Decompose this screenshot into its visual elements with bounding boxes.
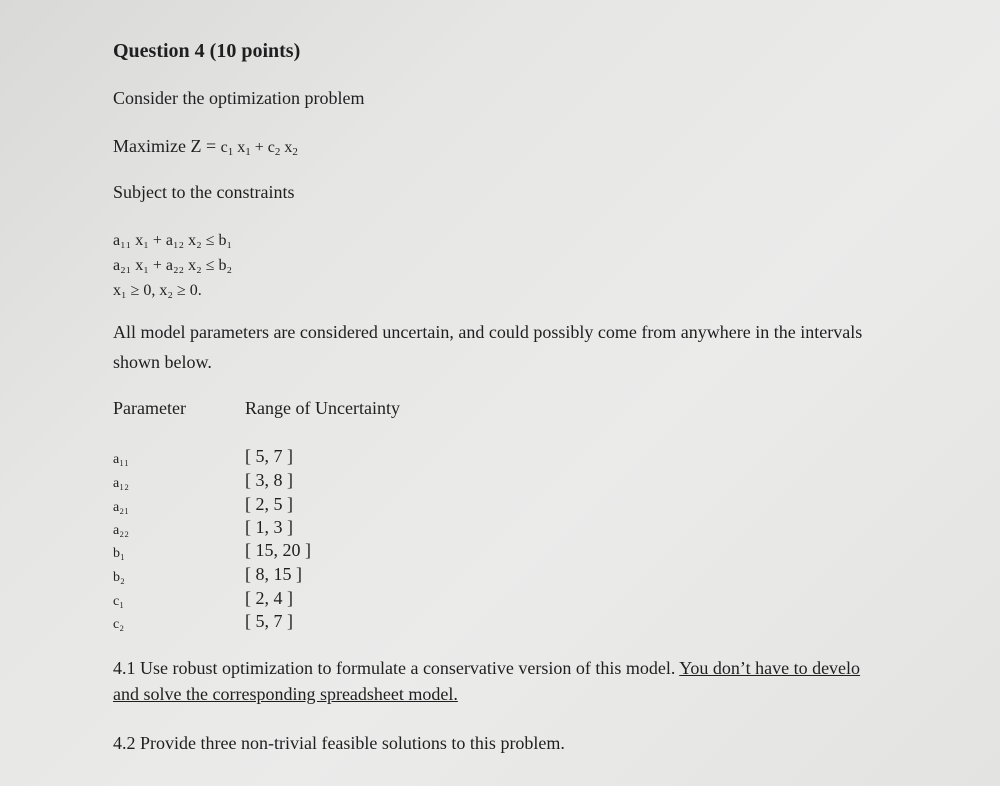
constraint-nonneg: x₁ ≥ 0, x₂ ≥ 0. xyxy=(113,282,202,299)
table-row-param: a₂₂ xyxy=(113,523,129,538)
table-row-param: a₂₁ xyxy=(113,500,129,515)
table-row-param: b₁ xyxy=(113,546,125,561)
table-row-range: [ 5, 7 ] xyxy=(245,446,293,466)
table-row-param: a₁₂ xyxy=(113,476,129,491)
table-row-range: [ 5, 7 ] xyxy=(245,611,293,631)
table-row-param: a₁₁ xyxy=(113,452,129,467)
table-row-param: b₂ xyxy=(113,570,125,585)
table-header-parameter: Parameter xyxy=(113,398,186,418)
objective-prefix: Maximize Z = xyxy=(113,136,221,156)
part-4-1-line2: and solve the corresponding spreadsheet model. xyxy=(113,684,458,704)
table-row-param: c₁ xyxy=(113,594,125,609)
question-title: Question 4 (10 points) xyxy=(113,40,301,62)
table-row-range: [ 2, 4 ] xyxy=(245,588,293,608)
objective-function xyxy=(113,136,298,158)
part-4-1-text-a: 4.1 Use robust optimization to formulate a conservative version of this model. xyxy=(113,658,680,678)
table-row-range: [ 8, 15 ] xyxy=(245,564,302,584)
subject-to-text: Subject to the constraints xyxy=(113,182,295,202)
constraint-2: a₂₁ x₁ + a₂₂ x₂ ≤ b₂ xyxy=(113,257,233,274)
table-row-range: [ 2, 5 ] xyxy=(245,494,293,514)
part-4-1-text-b: You don’t have to develo xyxy=(679,658,861,678)
objective-term: $c_1$ $x_1 + c_2$ $x_2$ xyxy=(220,139,298,158)
table-row-range: [ 15, 20 ] xyxy=(245,540,311,560)
part-4-1-line1 xyxy=(113,658,998,679)
table-header-range: Range of Uncertainty xyxy=(245,398,400,418)
intro-text: Consider the optimization problem xyxy=(113,88,365,108)
table-row-param: c₂ xyxy=(113,617,125,632)
constraint-1: a₁₁ x₁ + a₁₂ x₂ ≤ b₁ xyxy=(113,232,233,249)
table-row-range: [ 3, 8 ] xyxy=(245,470,293,490)
uncertainty-text-line1: All model parameters are considered uncertain, and could possibly come from anywhere in the intervals xyxy=(113,322,863,342)
uncertainty-text-line2: shown below. xyxy=(113,352,212,372)
table-row-range: [ 1, 3 ] xyxy=(245,517,293,537)
part-4-2: 4.2 Provide three non-trivial feasible solutions to this problem. xyxy=(113,733,565,753)
